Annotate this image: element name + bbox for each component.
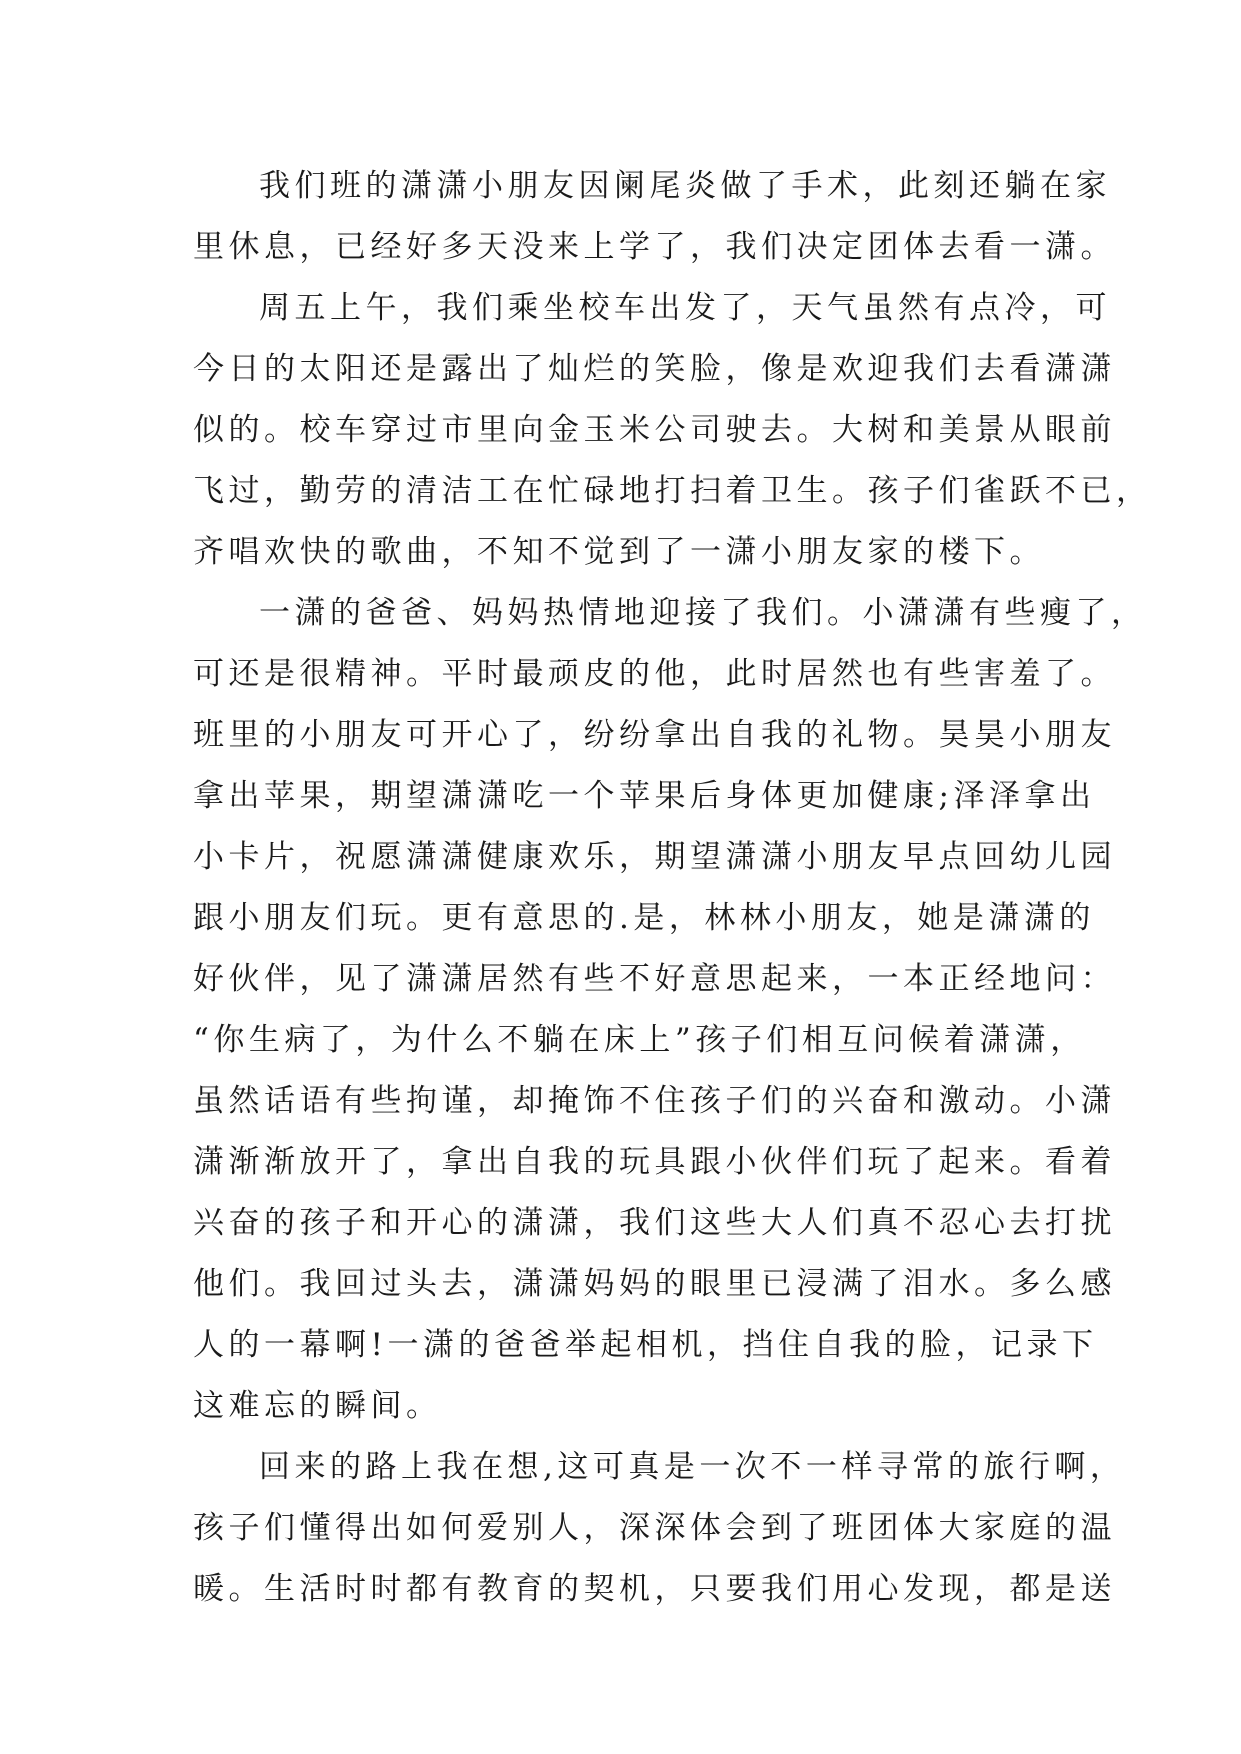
paragraph-line: 这难忘的瞬间。 — [193, 1388, 442, 1424]
paragraph-line: 他们。我回过头去，潇潇妈妈的眼里已浸满了泪水。多么感 — [193, 1266, 1116, 1302]
paragraph-line: 可还是很精神。平时最顽皮的他，此时居然也有些害羞了。 — [193, 656, 1116, 692]
paragraph-line: 我们班的潇潇小朋友因阑尾炎做了手术，此刻还躺在家 — [259, 168, 1111, 204]
paragraph-line: 潇渐渐放开了，拿出自我的玩具跟小伙伴们玩了起来。看着 — [193, 1144, 1116, 1180]
paragraph-line: 人的一幕啊!一潇的爸爸举起相机，挡住自我的脸，记录下 — [193, 1327, 1098, 1363]
paragraph-line: 跟小朋友们玩。更有意思的.是，林林小朋友，她是潇潇的 — [193, 900, 1095, 936]
paragraph-line: 班里的小朋友可开心了，纷纷拿出自我的礼物。昊昊小朋友 — [193, 717, 1116, 753]
paragraph-line: 似的。校车穿过市里向金玉米公司驶去。大树和美景从眼前 — [193, 412, 1116, 448]
paragraph-line: 好伙伴，见了潇潇居然有些不好意思起来，一本正经地问： — [193, 961, 1116, 997]
paragraph-line: 兴奋的孩子和开心的潇潇，我们这些大人们真不忍心去打扰 — [193, 1205, 1116, 1241]
paragraph-line: 今日的太阳还是露出了灿烂的笑脸，像是欢迎我们去看潇潇 — [193, 351, 1116, 387]
paragraph-line: 暖。生活时时都有教育的契机，只要我们用心发现，都是送 — [193, 1571, 1116, 1607]
paragraph-line: 一潇的爸爸、妈妈热情地迎接了我们。小潇潇有些瘦了， — [259, 595, 1147, 631]
paragraph-line: 里休息，已经好多天没来上学了，我们决定团体去看一潇。 — [193, 229, 1116, 265]
paragraph-line: 虽然话语有些拘谨，却掩饰不住孩子们的兴奋和激动。小潇 — [193, 1083, 1116, 1119]
paragraph-line: “你生病了，为什么不躺在床上”孩子们相互问候着潇潇， — [193, 1022, 1086, 1058]
paragraph-line: 孩子们懂得出如何爱别人，深深体会到了班团体大家庭的温 — [193, 1510, 1116, 1546]
paragraph-line: 周五上午，我们乘坐校车出发了，天气虽然有点冷，可 — [259, 290, 1111, 326]
paragraph-line: 小卡片，祝愿潇潇健康欢乐，期望潇潇小朋友早点回幼儿园 — [193, 839, 1116, 875]
paragraph-line: 飞过，勤劳的清洁工在忙碌地打扫着卫生。孩子们雀跃不已， — [193, 473, 1152, 509]
paragraph-line: 齐唱欢快的歌曲，不知不觉到了一潇小朋友家的楼下。 — [193, 534, 1045, 570]
paragraph-line: 拿出苹果，期望潇潇吃一个苹果后身体更加健康;泽泽拿出 — [193, 778, 1096, 814]
document-body — [193, 156, 1152, 1620]
paragraph-line: 回来的路上我在想,这可真是一次不一样寻常的旅行啊， — [259, 1449, 1126, 1485]
